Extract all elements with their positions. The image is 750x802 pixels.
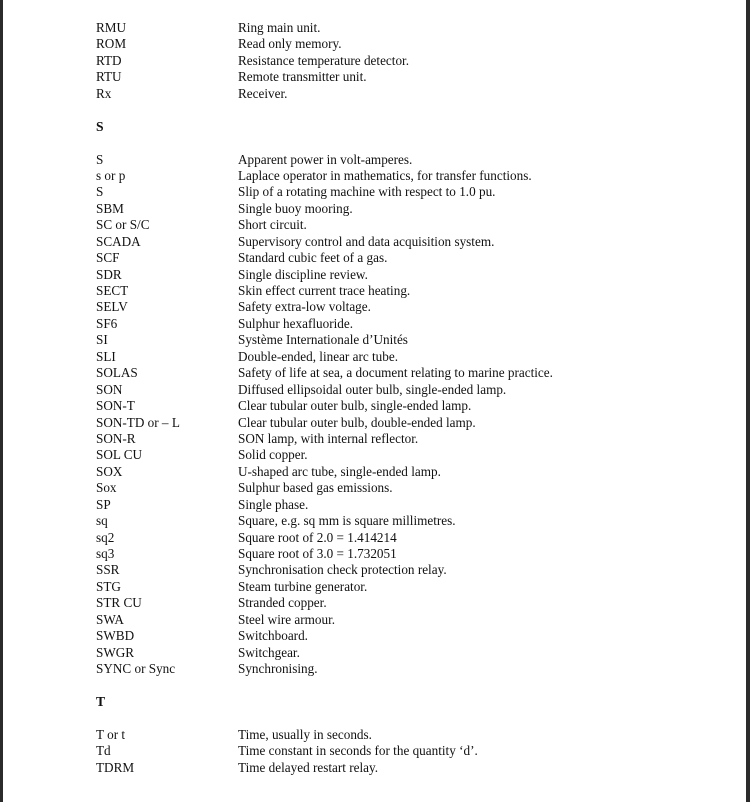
abbreviation-definition: Synchronisation check protection relay. [238,562,447,578]
abbreviation-row [96,365,716,381]
abbreviation-definition: Receiver. [238,85,288,101]
abbreviation-definition: Square root of 3.0 = 1.732051 [238,546,397,561]
abbreviation-definition: Sulphur based gas emissions. [238,480,393,496]
abbreviation-definition: Diffused ellipsoidal outer bulb, single-ended lamp. [238,381,507,397]
section-heading: T [96,693,106,709]
abbreviation-term: SWGR [96,644,135,660]
abbreviation-term: SBM [96,200,124,216]
abbreviation-definition: Stranded copper. [238,595,327,611]
abbreviation-definition: Time delayed restart relay. [238,759,379,775]
abbreviation-definition: Short circuit. [238,217,307,233]
abbreviation-term: SCADA [96,233,141,249]
abbreviation-term: sq3 [96,546,115,561]
abbreviation-term: SP [96,496,111,512]
abbreviation-term: Rx [96,85,112,101]
abbreviation-row [96,349,716,365]
abbreviation-row [96,727,716,743]
abbreviation-term: STR CU [96,595,142,611]
abbreviation-row [96,415,716,431]
abbreviation-row [96,86,716,102]
abbreviation-definition: Single buoy mooring. [238,200,353,216]
abbreviation-term: RMU [96,20,127,35]
abbreviation-row [96,382,716,398]
abbreviation-row [96,546,716,562]
abbreviation-row [96,562,716,578]
abbreviation-definition: Solid copper. [238,447,308,463]
abbreviation-term: SON-T [96,398,135,414]
abbreviation-row [96,447,716,463]
abbreviation-term: Sox [96,480,117,496]
abbreviation-row [96,250,716,266]
abbreviation-row [96,152,716,168]
abbreviation-row [96,217,716,233]
abbreviation-term: SWA [96,611,124,627]
abbreviation-row [96,612,716,628]
abbreviation-row [96,69,716,85]
abbreviation-definition: Double-ended, linear arc tube. [238,348,399,364]
abbreviation-term: SSR [96,562,120,578]
abbreviation-row [96,53,716,69]
abbreviation-definition: Single phase. [238,496,309,512]
abbreviation-definition: Supervisory control and data acquisition system. [238,233,495,249]
abbreviation-row [96,332,716,348]
abbreviation-definition: Steam turbine generator. [238,578,368,594]
abbreviation-definition: Laplace operator in mathematics, for transfer functions. [238,167,532,183]
abbreviation-definition: Skin effect current trace heating. [238,283,411,298]
abbreviation-row [96,480,716,496]
abbreviation-row [96,497,716,513]
abbreviation-definition: Système Internationale d’Unités [238,332,408,348]
abbreviation-definition: Single discipline review. [238,266,368,282]
abbreviation-row [96,20,716,36]
abbreviation-term: RTU [96,69,122,85]
abbreviation-term: SON-R [96,430,136,446]
abbreviation-definition: Safety of life at sea, a document relating to marine practice. [238,365,553,381]
abbreviation-row [96,316,716,332]
abbreviation-definition: Remote transmitter unit. [238,69,367,85]
abbreviation-definition: Resistance temperature detector. [238,52,409,68]
abbreviation-list [96,20,716,776]
abbreviation-term: SECT [96,283,129,298]
abbreviation-definition: Synchronising. [238,661,318,677]
abbreviation-row [96,299,716,315]
abbreviation-definition: Slip of a rotating machine with respect to 1.0 pu. [238,184,496,200]
abbreviation-term: RTD [96,52,122,68]
abbreviation-row [96,36,716,52]
abbreviation-row [96,661,716,677]
abbreviation-definition: Clear tubular outer bulb, single-ended lamp. [238,398,472,414]
abbreviation-term: SC or S/C [96,217,150,233]
abbreviation-definition: Time constant in seconds for the quantity ‘d’. [238,743,478,759]
abbreviation-row [96,760,716,776]
abbreviation-row [96,579,716,595]
abbreviation-row [96,283,716,299]
abbreviation-term: sq2 [96,529,115,545]
abbreviation-term: S [96,184,104,200]
abbreviation-term: SELV [96,299,128,315]
abbreviation-row [96,398,716,414]
abbreviation-definition: Read only memory. [238,36,342,52]
abbreviation-row [96,628,716,644]
abbreviation-definition: Square root of 2.0 = 1.414214 [238,529,397,545]
abbreviation-row [96,201,716,217]
abbreviation-row [96,464,716,480]
abbreviation-definition: Safety extra-low voltage. [238,299,371,315]
abbreviation-term: SF6 [96,315,118,331]
section-heading: S [96,118,104,134]
abbreviation-definition: Time, usually in seconds. [238,726,372,742]
page-right-border [746,0,750,802]
abbreviation-definition: Standard cubic feet of a gas. [238,250,388,266]
abbreviation-term: sq [96,513,108,529]
abbreviation-term: SOL CU [96,447,143,463]
abbreviation-definition: Clear tubular outer bulb, double-ended lamp. [238,414,476,430]
abbreviation-definition: Switchgear. [238,644,300,660]
abbreviation-term: SCF [96,250,120,266]
abbreviation-definition: Sulphur hexafluoride. [238,315,353,331]
abbreviation-row [96,530,716,546]
abbreviation-term: SYNC or Sync [96,661,176,677]
abbreviation-term: T or t [96,726,126,742]
abbreviation-definition: Ring main unit. [238,20,321,35]
abbreviation-term: SLI [96,348,116,364]
abbreviation-term: ROM [96,36,127,52]
abbreviation-term: SON [96,381,123,397]
abbreviation-row [96,184,716,200]
abbreviation-term: SON-TD or – L [96,414,180,430]
abbreviation-term: s or p [96,167,126,183]
abbreviation-row [96,743,716,759]
abbreviation-row [96,595,716,611]
abbreviation-term: SDR [96,266,122,282]
abbreviation-row [96,234,716,250]
page-left-border [0,0,3,802]
abbreviation-term: STG [96,578,121,594]
abbreviation-term: SWBD [96,628,135,644]
abbreviation-term: TDRM [96,759,135,775]
abbreviation-row [96,431,716,447]
abbreviation-row [96,267,716,283]
abbreviation-term: SOLAS [96,365,138,381]
abbreviation-definition: Switchboard. [238,628,308,644]
abbreviation-row [96,168,716,184]
abbreviation-definition: Apparent power in volt-amperes. [238,151,413,167]
abbreviation-definition: U-shaped arc tube, single-ended lamp. [238,463,441,479]
abbreviation-term: Td [96,743,111,759]
abbreviation-term: S [96,151,104,167]
abbreviation-definition: SON lamp, with internal reflector. [238,430,419,446]
abbreviation-definition: Square, e.g. sq mm is square millimetres. [238,513,456,529]
abbreviation-term: SOX [96,463,123,479]
abbreviation-term: SI [96,332,108,348]
abbreviation-row [96,513,716,529]
abbreviation-definition: Steel wire armour. [238,611,336,627]
abbreviation-row [96,645,716,661]
